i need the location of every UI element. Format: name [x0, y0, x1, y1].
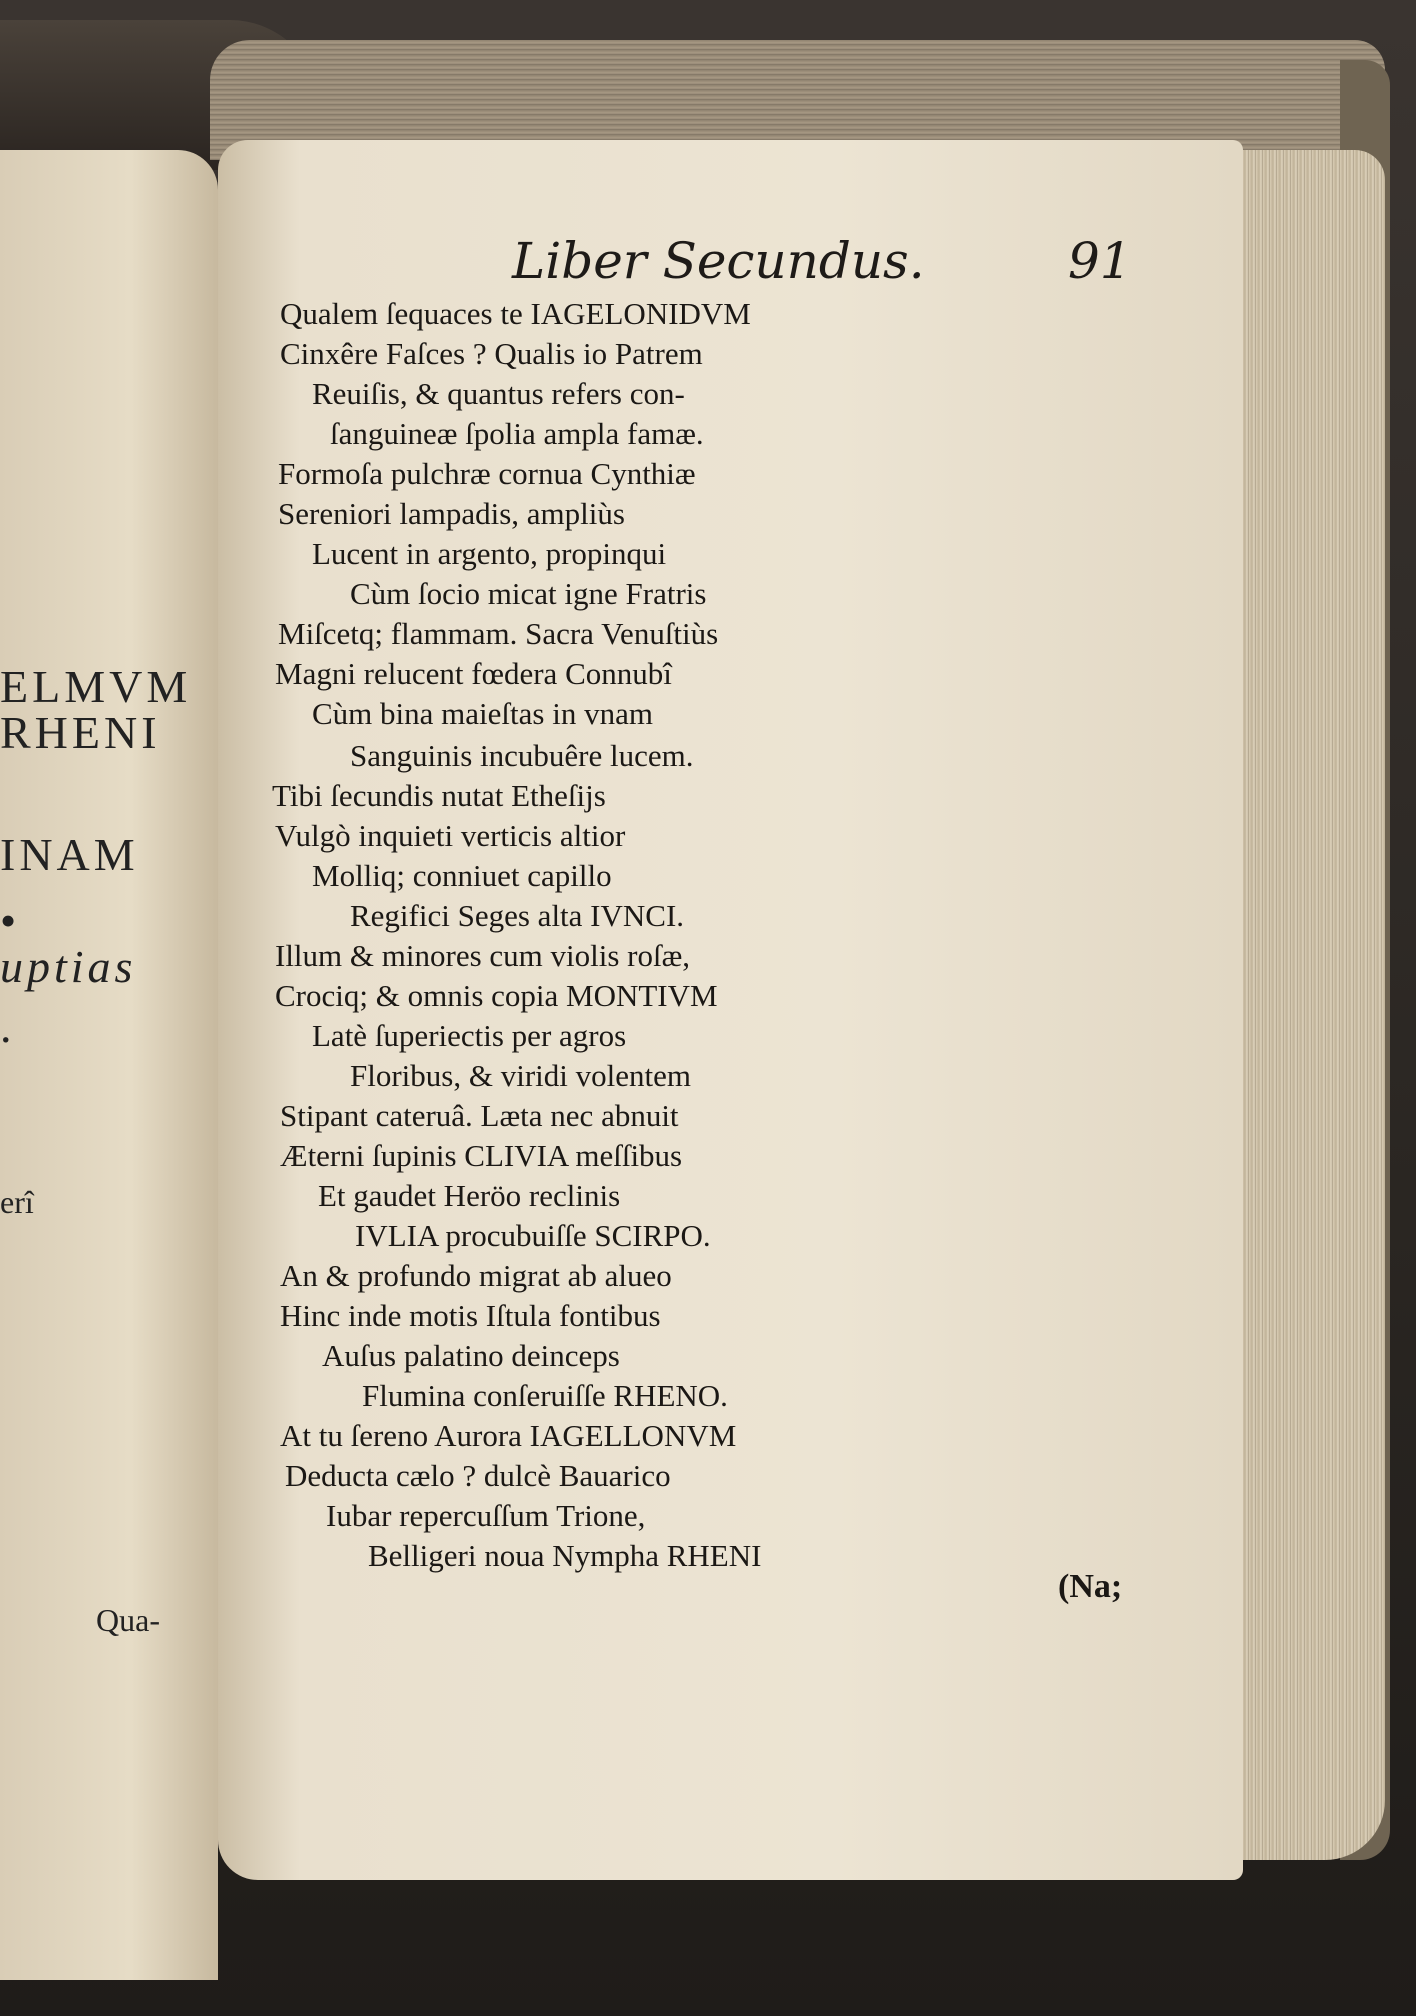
left-page-line: .: [0, 1001, 16, 1052]
left-page-line: INAM: [0, 829, 139, 880]
verse-line: Sereniori lampadis, ampliùs: [278, 496, 625, 531]
verse-line: Sanguinis incubuêre lucem.: [350, 738, 694, 773]
verse-line: Hinc inde motis Iſtula fontibus: [280, 1298, 661, 1333]
verse-line: Et gaudet Heröo reclinis: [318, 1178, 621, 1213]
verse-line: Iubar repercuſſum Trione,: [326, 1498, 646, 1533]
verse-line: Stipant cateruâ. Læta nec abnuit: [280, 1098, 679, 1133]
verse-line: Cùm bina maieſtas in vnam: [312, 696, 653, 731]
verse-line: IVLIA procubuiſſe SCIRPO.: [355, 1218, 711, 1253]
verse-line: Cinxêre Faſces ? Qualis io Patrem: [280, 336, 703, 371]
verse-line: Floribus, & viridi volentem: [350, 1058, 691, 1093]
catchword: (Na;: [1058, 1568, 1123, 1605]
verse-line: An & profundo migrat ab alueo: [280, 1258, 672, 1293]
running-head: Liber Secundus.: [512, 232, 925, 290]
verse-line: ſanguineæ ſpolia ampla famæ.: [330, 416, 704, 451]
verse-line: Belligeri noua Nympha RHENI: [368, 1538, 762, 1573]
verse-line: Reuiſis, & quantus refers con-: [312, 376, 685, 411]
verse-line: Illum & minores cum violis roſæ,: [275, 938, 691, 973]
verse-line: Flumina conſeruiſſe RHENO.: [362, 1378, 728, 1413]
verse-line: Molliq; conniuet capillo: [312, 858, 612, 893]
verse-line: Magni relucent fœdera Connubî: [275, 656, 672, 691]
verse-line: Formoſa pulchræ cornua Cynthiæ: [278, 456, 696, 491]
verse-line: Regifici Seges alta IVNCI.: [350, 898, 685, 933]
verse-line: Auſus palatino deinceps: [322, 1338, 620, 1373]
left-page-catchword: Qua-: [96, 1602, 160, 1638]
verse-line: Tibi ſecundis nutat Etheſijs: [272, 778, 606, 813]
verse-line: At tu ſereno Aurora IAGELLONVM: [280, 1418, 737, 1453]
verse-line: Qualem ſequaces te IAGELONIDVM: [280, 296, 751, 331]
verse-line: Latè ſuperiectis per agros: [312, 1018, 627, 1053]
verse-line: Æterni ſupinis CLIVIA meſſibus: [280, 1138, 683, 1173]
left-page: [0, 150, 218, 1980]
page-fore-edge: [1235, 150, 1385, 1860]
verse-line: Cùm ſocio micat igne Fratris: [350, 576, 707, 611]
left-page-line: •: [0, 895, 21, 946]
left-page-line: erî: [0, 1184, 34, 1220]
left-page-line: ELMVM: [0, 661, 192, 712]
verse-line: Deducta cælo ? dulcè Bauarico: [285, 1458, 671, 1493]
left-page-line: RHENI: [0, 707, 161, 758]
verse-line: Crociq; & omnis copia MONTIVM: [275, 978, 718, 1013]
verse-line: Miſcetq; flammam. Sacra Venuſtiùs: [278, 616, 719, 651]
verse-line: Vulgò inquieti verticis altior: [275, 818, 626, 853]
page-number: 91: [1068, 232, 1132, 290]
verse-line: Lucent in argento, propinqui: [312, 536, 667, 571]
left-page-line: uptias: [0, 941, 137, 992]
